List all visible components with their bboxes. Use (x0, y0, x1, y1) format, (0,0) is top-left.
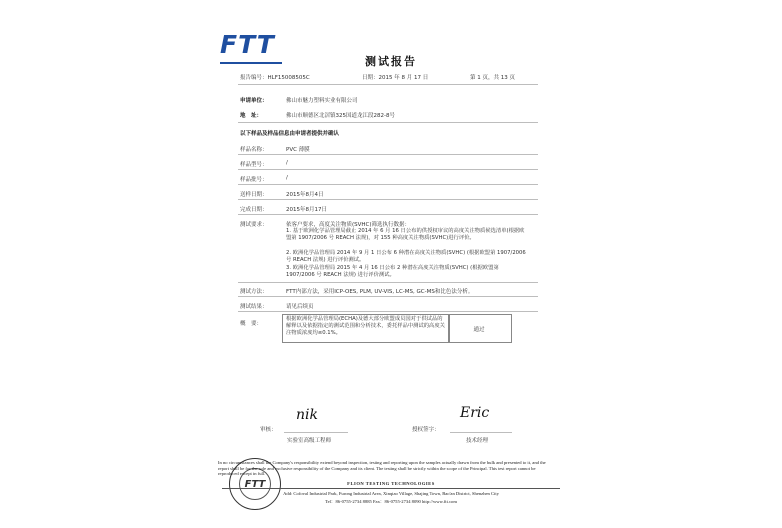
report-title: 测试报告 (365, 55, 417, 68)
divider (238, 214, 538, 215)
address-label: 地 址： (240, 113, 263, 119)
summary-label: 概 要： (240, 321, 263, 327)
divider (238, 122, 538, 123)
sample-model-label: 样品型号： (240, 162, 268, 168)
approver-signature: Eric (460, 405, 490, 421)
ftt-logo: FTT (220, 30, 275, 59)
company-name: FLION TESTING TECHNOLOGIES (347, 481, 435, 486)
summary-verdict: 通过 (473, 327, 485, 333)
report-date: 日期：2015 年 8 月 17 日 (362, 75, 429, 81)
divider (238, 169, 538, 170)
report-number: 报告编号：HLF15008505C (240, 75, 310, 81)
divider (238, 154, 538, 155)
divider (238, 311, 538, 312)
signature-line (284, 432, 348, 433)
sample-batch-label: 样品批号： (240, 177, 268, 183)
sample-model: / (286, 160, 288, 166)
reviewer-title: 实验室高级工程师 (287, 438, 332, 444)
method-label: 测试方法： (240, 289, 268, 295)
divider (238, 296, 538, 297)
approver-label: 授权签字： (412, 427, 440, 433)
company-contact: Tel：86-0755-2734 8885 Fax：86-0755-2734 8090 http://www.ftt.com (325, 499, 457, 504)
method-value: FTT内部方法，采用ICP-OES, PLM, UV-VIS, LC-MS, GC-MS和比色法分析。 (286, 289, 474, 295)
applicant-address: 佛山市顺德区北滘镇325国道龙江段282-8号 (286, 113, 395, 119)
divider (238, 84, 538, 85)
reviewer-label: 审核： (260, 427, 277, 433)
results-label: 测试结果： (240, 304, 268, 310)
section-note: 以下样品及样品信息由申请者提供并确认 (240, 131, 340, 137)
requirements-label: 测试要求： (240, 222, 268, 228)
sample-name-label: 样品名称： (240, 147, 268, 153)
requirement-item: 2. 欧洲化学品管理局 2014 年 9 月 1 日公布 6 种潜在高度关注物质(SVHC) (根据欧盟第 1907/2006 号 REACH 法规) 进行评价测试。 (286, 250, 526, 264)
requirement-item: 1. 基于欧洲化学品管理局截止 2014 年 6 月 16 日公布的供授权审议的高度关注物质候选清单(根据欧盟第 1907/2006 号 REACH 法规)，对 155 种高度关注物质(SVHC)进行评价。 (286, 228, 525, 242)
disclaimer: In no circumstances shall the Company's responsibility extend beyond inspection, testing and reporting upon the samples actually drawn from the bulk and presented to it, and the report shall be for the sole and exclusive responsibility of the Company and its client. The testing shall be strictly within the scope of the Principal. This test report cannot be reproduced except in full. (218, 460, 546, 477)
divider (238, 199, 538, 200)
reviewer-signature: nik (296, 407, 318, 423)
results-value: 请见后续页 (286, 304, 314, 310)
summary-text: 根据欧洲化学品管理局(ECHA)及德大部分欧盟成员国对于供试品的解释以及依据指定的测试范围和分析技术，委托样品中测试的高度关注物质浓度均≤0.1%。 (286, 316, 445, 336)
sample-name: PVC 薄膜 (286, 147, 310, 153)
requirement-item: 3. 欧洲化学品管理局 2015 年 4 月 16 日公布 2 种潜在高度关注物质(SVHC) (根据欧盟第 1907/2006 号 REACH 法规) 进行评价测试。 (286, 265, 499, 279)
page-indicator: 第 1 页，共 13 页 (470, 75, 515, 81)
divider (238, 282, 538, 283)
company-address: Add: Cofoval Industrial Park, Furong Industrial Area, Xinqiao Village, Shajing Town, Bao'an District, Shenzhen City (283, 491, 499, 496)
footer-divider (222, 488, 560, 489)
completed-date: 2015年8月17日 (286, 207, 327, 213)
completed-date-label: 完成日期： (240, 207, 268, 213)
seal-text: FTT (244, 479, 266, 490)
received-date: 2015年8月4日 (286, 192, 324, 198)
divider (238, 184, 538, 185)
applicant-label: 申请单位： (240, 98, 268, 104)
applicant-name: 佛山市魅力塑料实业有限公司 (286, 98, 358, 104)
report-page (212, 0, 570, 528)
approver-title: 技术经理 (466, 438, 489, 444)
sample-batch: / (286, 175, 288, 181)
requirements-intro: 依客户要求，高度关注物质(SVHC)筛选执行数据： (286, 222, 411, 228)
signature-line (450, 432, 512, 433)
received-date-label: 送样日期： (240, 192, 268, 198)
